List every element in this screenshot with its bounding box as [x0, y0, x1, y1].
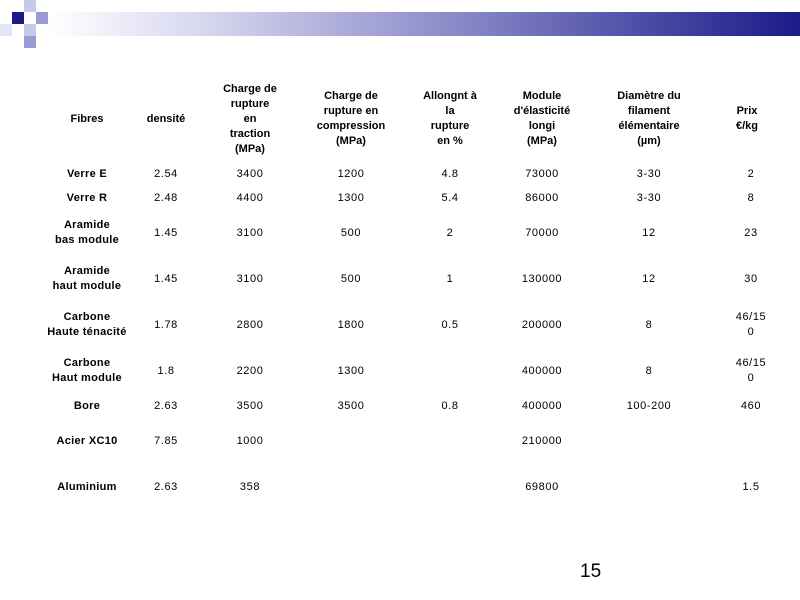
cell-densite: 2.48	[154, 191, 178, 204]
table-row	[42, 348, 782, 394]
table-row	[42, 162, 782, 186]
cell-allongement: 0.8	[441, 399, 459, 412]
cell-prix	[712, 418, 782, 464]
cell-charge-traction: 358	[239, 480, 261, 493]
table-row	[42, 302, 782, 348]
cell-charge-compression: 1200	[337, 167, 365, 180]
table-header-row	[42, 76, 782, 162]
deco-square	[24, 36, 36, 48]
cell-prix: 1.5	[742, 480, 760, 493]
cell-charge-traction: 3100	[236, 272, 264, 285]
cell-allongement: 5.4	[441, 191, 459, 204]
table-row	[42, 464, 782, 510]
cell-densite: 2.54	[154, 167, 178, 180]
cell-densite: 2.63	[154, 399, 178, 412]
header-decoration	[0, 0, 800, 60]
cell-allongement: 2	[446, 226, 454, 239]
cell-diametre: 12	[642, 226, 656, 239]
table-row	[42, 394, 782, 418]
cell-charge-compression	[300, 464, 402, 510]
cell-module: 69800	[525, 480, 559, 493]
cell-module: 400000	[521, 399, 563, 412]
cell-prix: 8	[747, 191, 755, 204]
cell-densite: 1.78	[154, 318, 178, 331]
header-densite: densité	[146, 112, 186, 125]
cell-fibre-name: Carbone Haute ténacité	[47, 311, 127, 338]
cell-module: 70000	[525, 226, 559, 239]
fibres-table	[42, 76, 782, 510]
cell-diametre: 3-30	[636, 167, 662, 180]
cell-allongement: 1	[446, 272, 454, 285]
cell-fibre-name: Aluminium	[57, 480, 117, 493]
header-allongement: Allongnt à la rupture en %	[423, 90, 477, 147]
cell-diametre	[586, 464, 712, 510]
cell-allongement	[402, 418, 498, 464]
cell-fibre-name: Verre R	[66, 191, 108, 204]
cell-fibre-name: Verre E	[66, 167, 108, 180]
deco-square	[36, 12, 48, 24]
header-charge-compression: Charge de rupture en compression (MPa)	[316, 90, 386, 147]
cell-prix: 46/15 0	[735, 357, 767, 384]
cell-fibre-name: Carbone Haut module	[52, 357, 122, 384]
cell-densite: 1.45	[154, 272, 178, 285]
cell-charge-compression: 1800	[337, 318, 365, 331]
cell-allongement	[402, 348, 498, 394]
cell-allongement: 0.5	[441, 318, 459, 331]
cell-fibre-name: Aramide bas module	[54, 219, 120, 246]
cell-module: 200000	[521, 318, 563, 331]
cell-diametre: 8	[645, 318, 653, 331]
cell-module: 86000	[525, 191, 559, 204]
deco-square	[12, 12, 24, 24]
cell-module: 210000	[521, 434, 563, 447]
table-row	[42, 186, 782, 210]
header-diametre: Diamètre du filament élémentaire (µm)	[617, 90, 681, 147]
cell-densite: 1.45	[154, 226, 178, 239]
header-gradient-bar	[48, 12, 800, 36]
header-prix: Prix €/kg	[735, 105, 758, 132]
cell-densite: 1.8	[157, 364, 175, 377]
cell-charge-compression: 1300	[337, 191, 365, 204]
cell-charge-traction: 3100	[236, 226, 264, 239]
cell-charge-traction: 4400	[236, 191, 264, 204]
header-fibres: Fibres	[70, 112, 104, 125]
cell-densite: 7.85	[154, 434, 178, 447]
page-number: 15	[580, 561, 602, 582]
cell-charge-traction: 3400	[236, 167, 264, 180]
cell-allongement	[402, 464, 498, 510]
cell-charge-compression: 500	[340, 272, 362, 285]
header-module: Module d'élasticité longi (MPa)	[513, 90, 571, 147]
header-charge-traction: Charge de rupture en traction (MPa)	[223, 82, 277, 155]
cell-allongement: 4.8	[441, 167, 459, 180]
table-row	[42, 210, 782, 256]
deco-square	[0, 24, 12, 36]
cell-diametre: 12	[642, 272, 656, 285]
cell-diametre: 100-200	[626, 399, 672, 412]
table-row	[42, 256, 782, 302]
cell-diametre	[586, 418, 712, 464]
cell-densite: 2.63	[154, 480, 178, 493]
cell-prix: 2	[747, 167, 755, 180]
cell-prix: 30	[744, 272, 758, 285]
cell-diametre: 3-30	[636, 191, 662, 204]
cell-prix: 46/15 0	[735, 311, 767, 338]
cell-fibre-name: Bore	[73, 399, 101, 412]
cell-module: 73000	[525, 167, 559, 180]
cell-charge-compression: 3500	[337, 399, 365, 412]
cell-charge-compression: 1300	[337, 364, 365, 377]
cell-charge-traction: 3500	[236, 399, 264, 412]
cell-charge-traction: 2800	[236, 318, 264, 331]
deco-square	[24, 24, 36, 36]
cell-prix: 460	[740, 399, 762, 412]
cell-charge-traction: 1000	[236, 434, 264, 447]
cell-fibre-name: Aramide haut module	[52, 265, 122, 292]
cell-charge-compression	[300, 418, 402, 464]
cell-diametre: 8	[645, 364, 653, 377]
cell-fibre-name: Acier XC10	[56, 434, 118, 447]
cell-prix: 23	[744, 226, 758, 239]
cell-charge-compression: 500	[340, 226, 362, 239]
cell-charge-traction: 2200	[236, 364, 264, 377]
deco-square	[24, 0, 36, 12]
cell-module: 130000	[521, 272, 563, 285]
table-row	[42, 418, 782, 464]
cell-module: 400000	[521, 364, 563, 377]
